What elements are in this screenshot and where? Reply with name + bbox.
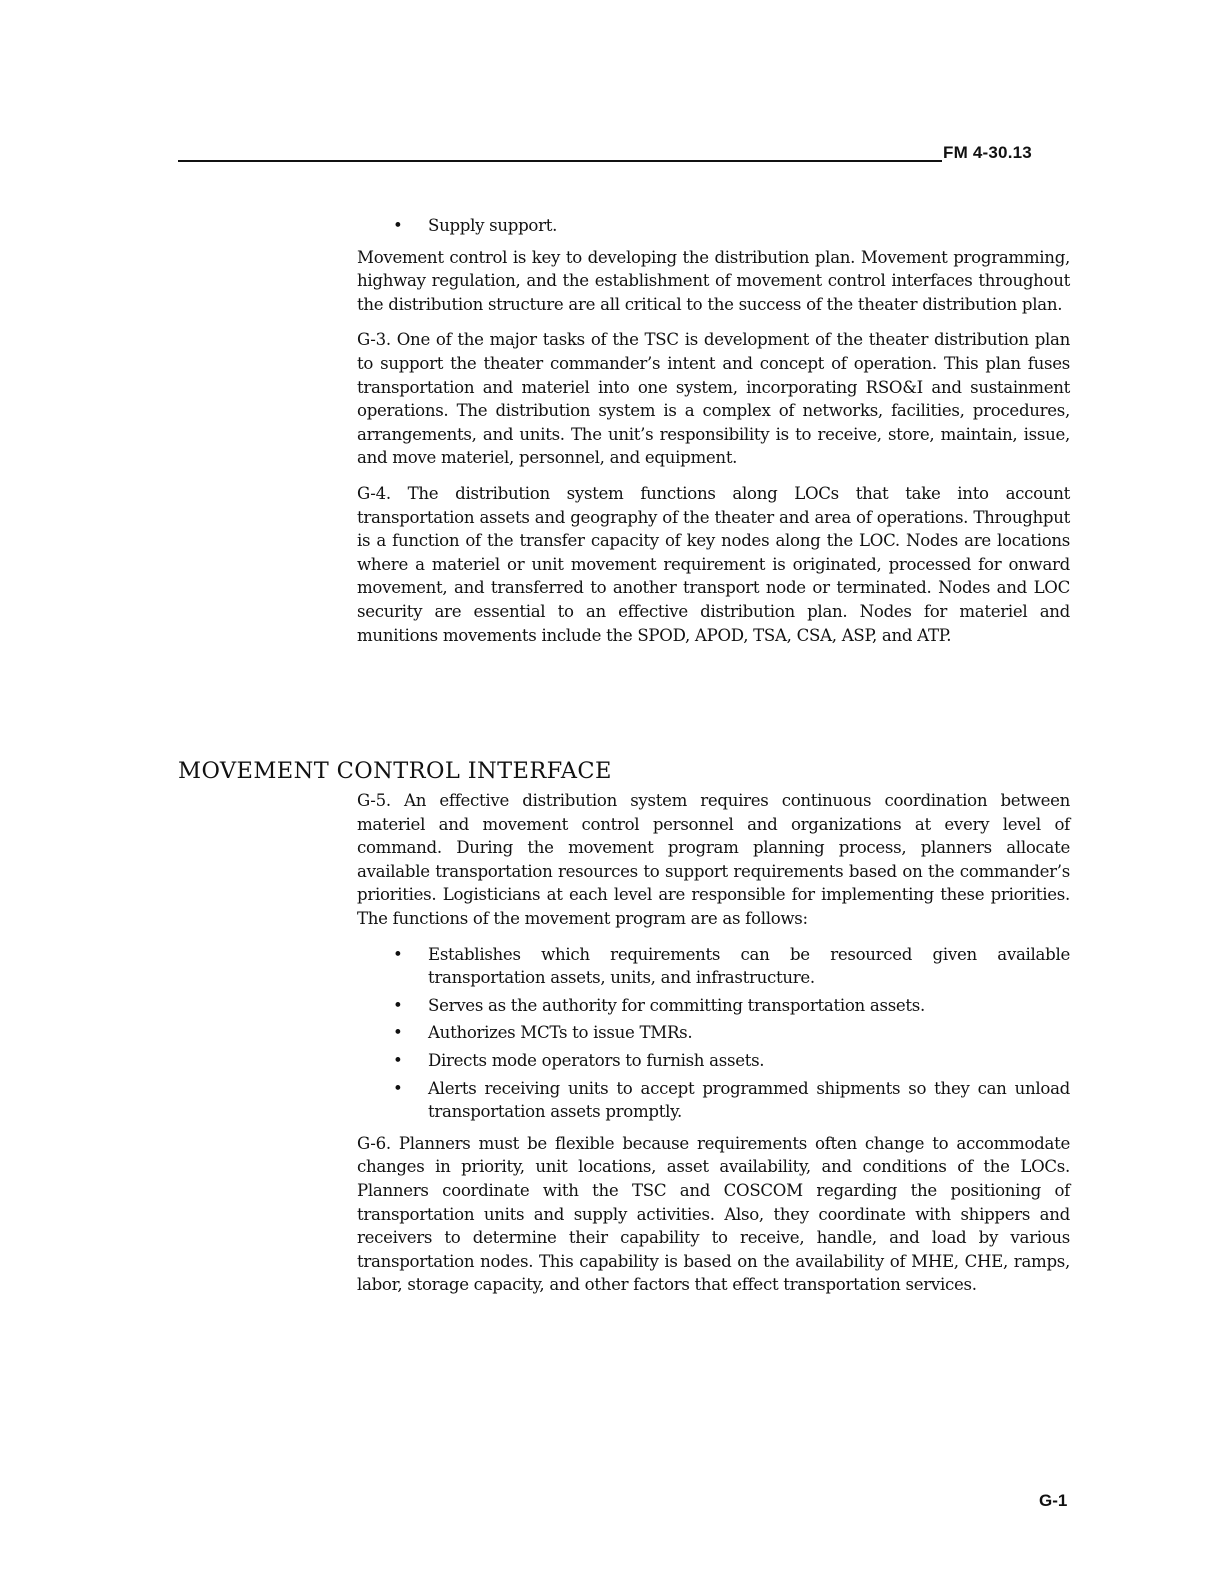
list-item [357, 214, 1070, 238]
bullet-icon: • [393, 995, 403, 1015]
body-upper [357, 214, 1070, 647]
bullet-text: Supply support. [428, 216, 558, 235]
list-item [357, 943, 1070, 990]
document-id: FM 4-30.13 [943, 143, 1032, 162]
page-number: G-1 [1039, 1491, 1068, 1510]
intro-bullet-list [357, 214, 1070, 238]
list-item [357, 1077, 1070, 1124]
bullet-icon: • [393, 1023, 403, 1043]
list-item [357, 994, 1070, 1018]
bullet-text: Authorizes MCTs to issue TMRs. [428, 1023, 693, 1043]
bullet-icon: • [393, 1050, 403, 1070]
paragraph-g3: G-3. One of the major tasks of the TSC is development of the theater distribution plan to support the theater commander’s intent and concept of operation. This plan fuses transportation and materiel into one system, incorporating RSO&I and sustainment operations. The distribution system is a complex of networks, facilities, procedures, arrangements, and units. The unit’s responsibility is to receive, store, maintain, issue, and move materiel, personnel, and equipment. [357, 330, 1070, 468]
bullet-icon: • [393, 944, 403, 964]
bullet-icon: • [393, 216, 403, 235]
bullet-text: Directs mode operators to furnish assets. [428, 1050, 765, 1070]
list-item [357, 1049, 1070, 1073]
bullet-text: Alerts receiving units to accept programmed shipments so they can unload transportation assets promptly. [428, 1078, 1070, 1122]
header-rule [178, 160, 942, 162]
functions-bullet-list [357, 943, 1070, 1124]
bullet-text: Serves as the authority for committing transportation assets. [428, 995, 925, 1015]
intro-paragraph: Movement control is key to developing the distribution plan. Movement programming, highway regulation, and the establishment of movement control interfaces throughout the distribution structure are all critical to the success of the theater distribution plan. [357, 247, 1070, 314]
bullet-icon: • [393, 1078, 403, 1098]
paragraph-g6: G-6. Planners must be flexible because requirements often change to accommodate changes in priority, unit locations, asset availability, and conditions of the LOCs. Planners coordinate with the TSC and COSCOM regarding the positioning of transportation units and supply activities. Also, they coordinate with shippers and receivers to determine their capability to receive, handle, and load by various transportation nodes. This capability is based on the availability of MHE, CHE, ramps, labor, storage capacity, and other factors that effect transportation services. [357, 1133, 1070, 1295]
paragraph-g4: G-4. The distribution system functions along LOCs that take into account transportation assets and geography of the theater and area of operations. Throughput is a function of the transfer capacity of key nodes along the LOC. Nodes are locations where a materiel or unit movement requirement is originated, processed for onward movement, and transferred to another transport node or terminated. Nodes and LOC security are essential to an effective distribution plan. Nodes for materiel and munitions movements include the SPOD, APOD, TSA, CSA, ASP, and ATP. [357, 483, 1070, 645]
section-heading: MOVEMENT CONTROL INTERFACE [178, 758, 612, 784]
body-lower [357, 789, 1070, 1297]
bullet-text: Establishes which requirements can be resourced given available transportation assets, units, and infrastructure. [428, 944, 1070, 988]
paragraph-g5: G-5. An effective distribution system requires continuous coordination between materiel and movement control personnel and organizations at every level of command. During the movement program planning process, planners allocate available transportation resources to support requirements based on the commander’s priorities. Logisticians at each level are responsible for implementing these priorities. The functions of the movement program are as follows: [357, 791, 1070, 928]
list-item [357, 1021, 1070, 1045]
